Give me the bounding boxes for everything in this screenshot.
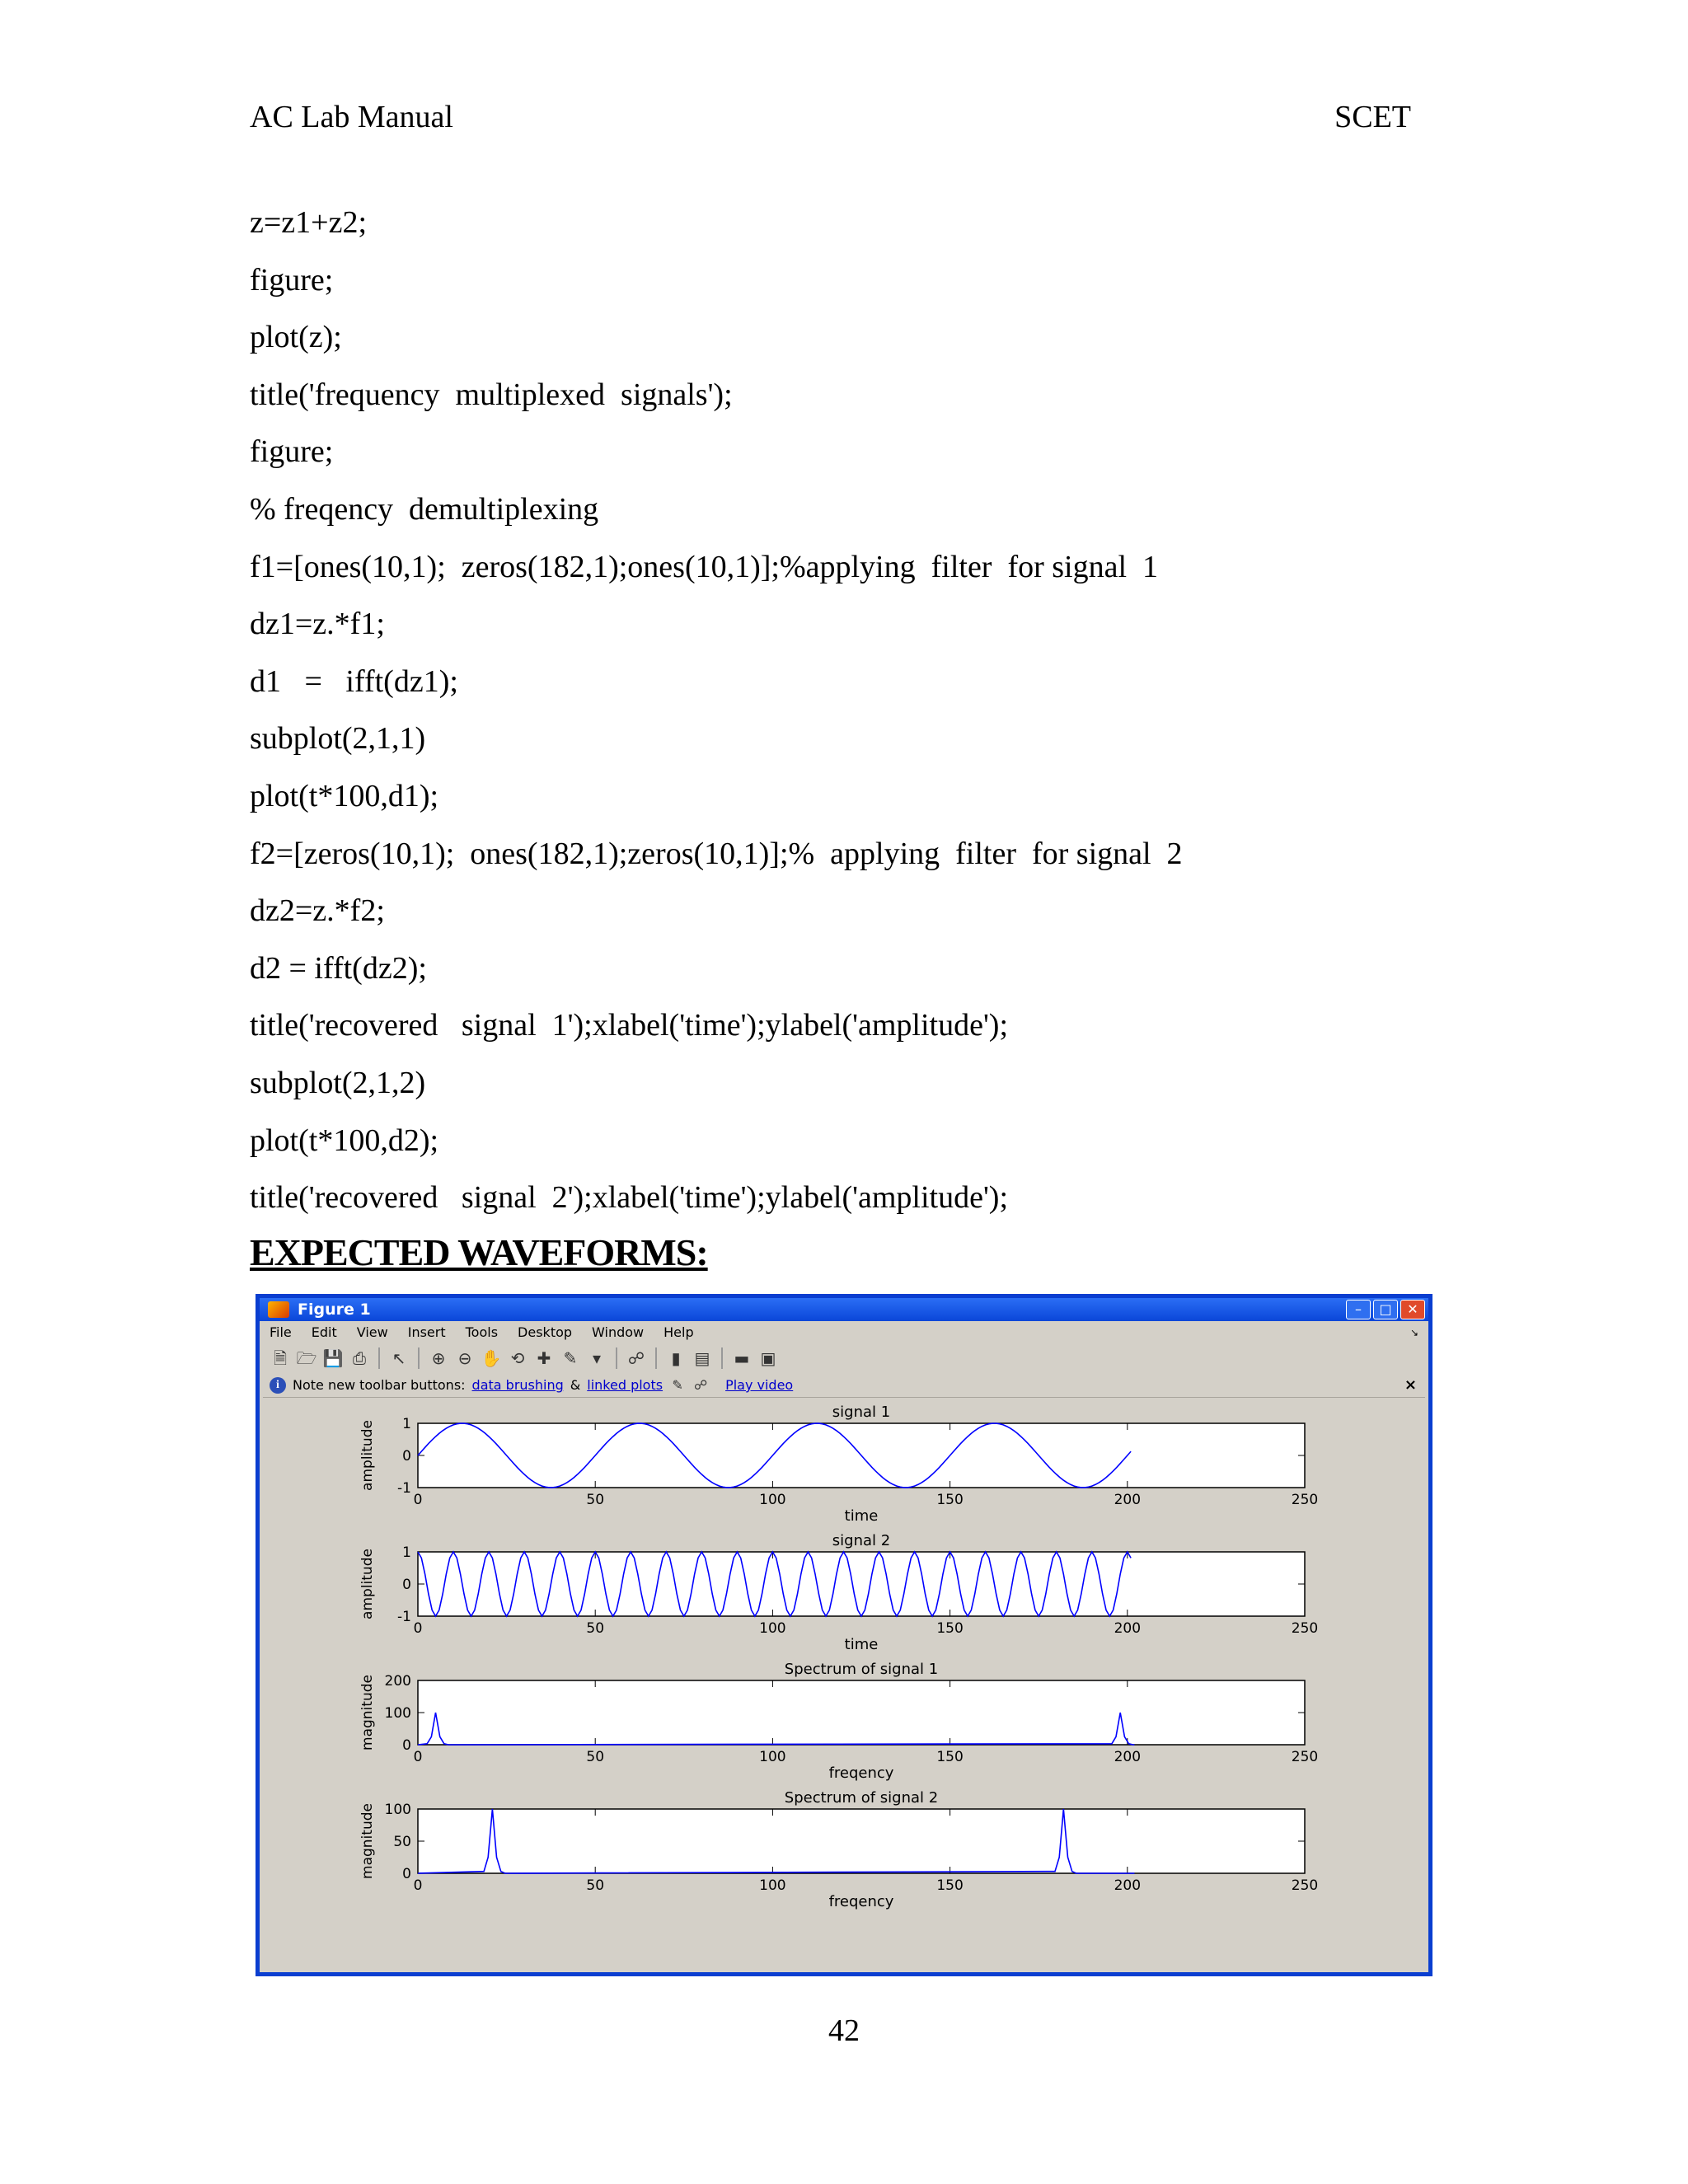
brush-icon: ✎ bbox=[672, 1377, 683, 1393]
x-tick-label: 0 bbox=[413, 1620, 423, 1637]
code-line: subplot(2,1,1) bbox=[250, 721, 426, 757]
code-line: f2=[zeros(10,1); ones(182,1);zeros(10,1)];% applying filter for signal 2 bbox=[250, 836, 1183, 871]
dropdown-arrow-icon[interactable]: ▾ bbox=[592, 1348, 602, 1368]
toolbar bbox=[263, 1344, 1425, 1372]
x-tick-label: 200 bbox=[1114, 1492, 1142, 1508]
info-icon: i bbox=[270, 1377, 286, 1394]
save-icon[interactable]: 💾 bbox=[322, 1348, 344, 1368]
chart-title: signal 2 bbox=[832, 1532, 891, 1549]
zoom-in-icon[interactable]: ⊕ bbox=[431, 1348, 446, 1368]
x-tick-label: 0 bbox=[413, 1877, 423, 1894]
menu-file[interactable]: File bbox=[270, 1324, 292, 1340]
menu-edit[interactable]: Edit bbox=[311, 1324, 337, 1340]
show-plot-tools-icon[interactable]: ▣ bbox=[760, 1348, 776, 1368]
y-tick-label: -1 bbox=[397, 1480, 411, 1497]
x-tick-label: 200 bbox=[1114, 1877, 1142, 1894]
y-tick-label: 0 bbox=[402, 1737, 411, 1754]
y-axis-label: magnitude bbox=[359, 1803, 376, 1879]
x-tick-label: 250 bbox=[1291, 1492, 1319, 1508]
x-tick-label: 250 bbox=[1291, 1877, 1319, 1894]
x-tick-label: 50 bbox=[586, 1877, 605, 1894]
menu-help[interactable]: Help bbox=[663, 1324, 694, 1340]
toolbar-separator bbox=[418, 1347, 420, 1369]
x-tick-label: 50 bbox=[586, 1492, 605, 1508]
code-line: figure; bbox=[250, 262, 334, 298]
x-tick-label: 50 bbox=[586, 1749, 605, 1765]
x-tick-label: 200 bbox=[1114, 1749, 1142, 1765]
matlab-logo-icon bbox=[268, 1301, 289, 1318]
x-tick-label: 100 bbox=[759, 1620, 786, 1637]
code-listing bbox=[250, 194, 1445, 1227]
x-tick-label: 0 bbox=[413, 1492, 423, 1508]
y-tick-label: 50 bbox=[393, 1834, 411, 1850]
code-line: figure; bbox=[250, 434, 334, 470]
info-bar bbox=[263, 1374, 1425, 1398]
figure-window bbox=[256, 1294, 1432, 1976]
x-axis-label: time bbox=[844, 1636, 879, 1653]
y-axis-label: magnitude bbox=[359, 1675, 376, 1750]
close-info-icon[interactable]: × bbox=[1404, 1376, 1417, 1394]
code-line: title('frequency multiplexed signals'); bbox=[250, 377, 733, 412]
x-tick-label: 100 bbox=[759, 1749, 786, 1765]
code-line: subplot(2,1,2) bbox=[250, 1065, 426, 1100]
code-line: z=z1+z2; bbox=[250, 205, 368, 240]
y-tick-label: 0 bbox=[402, 1448, 411, 1465]
code-line: plot(z); bbox=[250, 320, 342, 355]
axes-box bbox=[418, 1680, 1305, 1745]
y-tick-label: 100 bbox=[384, 1802, 411, 1818]
menu-desktop[interactable]: Desktop bbox=[518, 1324, 573, 1340]
y-tick-label: 1 bbox=[402, 1416, 411, 1432]
x-tick-label: 150 bbox=[936, 1492, 964, 1508]
y-tick-label: 1 bbox=[402, 1544, 411, 1561]
close-button[interactable]: ✕ bbox=[1400, 1300, 1425, 1319]
menu-window[interactable]: Window bbox=[592, 1324, 645, 1340]
x-tick-label: 50 bbox=[586, 1620, 605, 1637]
x-tick-label: 100 bbox=[759, 1492, 786, 1508]
plot-area bbox=[263, 1399, 1425, 1972]
x-tick-label: 100 bbox=[759, 1877, 786, 1894]
code-line: plot(t*100,d1); bbox=[250, 778, 439, 813]
menu-dock-arrow-icon[interactable]: ↘ bbox=[1409, 1327, 1418, 1338]
info-text: Note new toolbar buttons: bbox=[293, 1377, 466, 1393]
play-video-link[interactable]: Play video bbox=[725, 1377, 794, 1393]
link-plot-icon: ☍ bbox=[693, 1377, 708, 1393]
title-bar[interactable] bbox=[260, 1298, 1428, 1321]
y-tick-label: 100 bbox=[384, 1705, 411, 1722]
toolbar-separator bbox=[616, 1347, 617, 1369]
linked-plots-link[interactable]: linked plots bbox=[587, 1377, 663, 1393]
toolbar-separator bbox=[721, 1347, 723, 1369]
window-title: Figure 1 bbox=[298, 1301, 371, 1319]
y-axis-label: amplitude bbox=[359, 1420, 376, 1491]
code-line: d1 = ifft(dz1); bbox=[250, 663, 458, 699]
code-line: d2 = ifft(dz2); bbox=[250, 950, 427, 986]
y-tick-label: 0 bbox=[402, 1866, 411, 1882]
x-tick-label: 150 bbox=[936, 1749, 964, 1765]
x-tick-label: 250 bbox=[1291, 1749, 1319, 1765]
open-file-icon[interactable]: 🗁 bbox=[296, 1348, 317, 1368]
edit-plot-arrow-icon[interactable]: ↖ bbox=[392, 1348, 406, 1368]
code-line: % freqency demultiplexing bbox=[250, 491, 599, 527]
pan-hand-icon[interactable]: ✋ bbox=[481, 1348, 502, 1368]
header-right: SCET bbox=[1334, 100, 1411, 134]
header-left: AC Lab Manual bbox=[250, 100, 453, 134]
hide-plot-tools-icon[interactable]: ▬ bbox=[734, 1348, 750, 1368]
figure-plots bbox=[263, 1399, 1425, 1972]
code-line: dz2=z.*f2; bbox=[250, 893, 385, 929]
data-brushing-link[interactable]: data brushing bbox=[471, 1377, 564, 1393]
y-tick-label: 200 bbox=[384, 1673, 411, 1690]
toolbar-separator bbox=[655, 1347, 657, 1369]
chart-title: Spectrum of signal 1 bbox=[784, 1661, 939, 1678]
chart-title: Spectrum of signal 2 bbox=[784, 1789, 939, 1807]
code-line: title('recovered signal 1');xlabel('time');ylabel('amplitude'); bbox=[250, 1008, 1009, 1043]
info-amp: & bbox=[570, 1377, 581, 1393]
zoom-out-icon[interactable]: ⊖ bbox=[457, 1348, 472, 1368]
legend-icon[interactable]: ▤ bbox=[694, 1348, 710, 1368]
x-tick-label: 150 bbox=[936, 1877, 964, 1894]
axes-box bbox=[418, 1809, 1305, 1873]
section-heading: EXPECTED WAVEFORMS: bbox=[250, 1231, 708, 1273]
y-tick-label: -1 bbox=[397, 1609, 411, 1625]
page-number: 42 bbox=[828, 2013, 860, 2048]
code-line: title('recovered signal 2');xlabel('time');ylabel('amplitude'); bbox=[250, 1180, 1009, 1216]
code-line: dz1=z.*f1; bbox=[250, 607, 385, 642]
y-axis-label: amplitude bbox=[359, 1549, 376, 1619]
menu-bar bbox=[263, 1323, 1425, 1343]
code-line: plot(t*100,d2); bbox=[250, 1122, 439, 1158]
menu-insert[interactable]: Insert bbox=[407, 1324, 446, 1340]
x-tick-label: 150 bbox=[936, 1620, 964, 1637]
brush-icon[interactable]: ✎ bbox=[563, 1348, 578, 1368]
colorbar-icon[interactable]: ▮ bbox=[671, 1348, 681, 1368]
data-cursor-icon[interactable]: ✚ bbox=[537, 1348, 551, 1368]
new-figure-icon[interactable]: 🗎 bbox=[273, 1348, 288, 1368]
minimize-button[interactable]: – bbox=[1346, 1300, 1371, 1319]
rotate-3d-icon[interactable]: ⟲ bbox=[510, 1348, 525, 1368]
y-tick-label: 0 bbox=[402, 1577, 411, 1593]
x-tick-label: 200 bbox=[1114, 1620, 1142, 1637]
x-tick-label: 0 bbox=[413, 1749, 423, 1765]
x-axis-label: freqency bbox=[828, 1893, 894, 1910]
toolbar-separator bbox=[378, 1347, 380, 1369]
chart-title: signal 1 bbox=[832, 1404, 891, 1421]
menu-tools[interactable]: Tools bbox=[465, 1324, 499, 1340]
code-line: f1=[ones(10,1); zeros(182,1);ones(10,1)];%applying filter for signal 1 bbox=[250, 549, 1159, 584]
x-tick-label: 250 bbox=[1291, 1620, 1319, 1637]
x-axis-label: freqency bbox=[828, 1765, 894, 1782]
maximize-button[interactable]: □ bbox=[1373, 1300, 1398, 1319]
menu-view[interactable]: View bbox=[356, 1324, 388, 1340]
link-plot-icon[interactable]: ☍ bbox=[627, 1348, 645, 1368]
print-icon[interactable]: ⎙ bbox=[353, 1348, 366, 1368]
x-axis-label: time bbox=[844, 1507, 879, 1525]
